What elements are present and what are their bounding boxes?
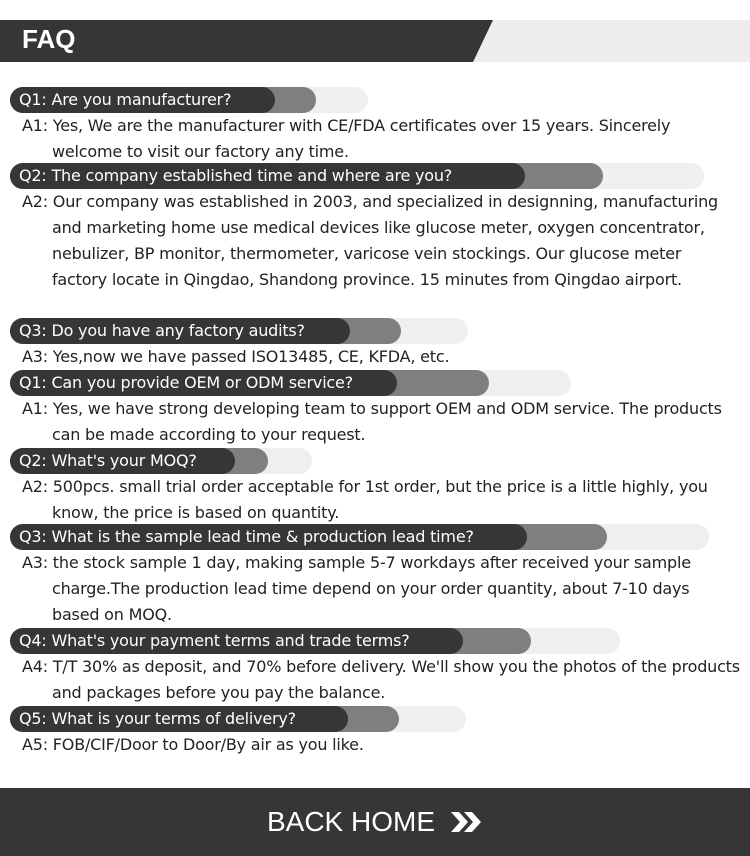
faq-header bbox=[0, 20, 750, 62]
double-chevron-right-icon bbox=[449, 810, 483, 834]
question-text: Q5: What is your terms of delivery? bbox=[19, 709, 296, 728]
question-text: Q2: The company established time and where are you? bbox=[19, 166, 453, 185]
answer-text: A5: FOB/CIF/Door to Door/By air as you like. bbox=[22, 735, 364, 754]
question-text: Q3: Do you have any factory audits? bbox=[19, 321, 305, 340]
faq-item bbox=[10, 628, 740, 706]
question-pill bbox=[10, 448, 740, 474]
answer-text: A4: T/T 30% as deposit, and 70% before delivery. We'll show you the photos of the products and packages before you pay the balance. bbox=[22, 657, 740, 702]
back-home-button[interactable] bbox=[0, 788, 750, 856]
question-pill bbox=[10, 706, 740, 732]
question-text: Q4: What's your payment terms and trade terms? bbox=[19, 631, 410, 650]
question-pill bbox=[10, 628, 740, 654]
answer-text: A1: Yes, We are the manufacturer with CE/FDA certificates over 15 years. Sincerely welcome to visit our factory any time. bbox=[22, 116, 671, 161]
faq-item bbox=[10, 524, 740, 628]
question-text: Q3: What is the sample lead time & production lead time? bbox=[19, 527, 474, 546]
question-pill bbox=[10, 87, 740, 113]
answer-text: A1: Yes, we have strong developing team to support OEM and ODM service. The products can be made according to your request. bbox=[22, 399, 722, 444]
question-text: Q1: Can you provide OEM or ODM service? bbox=[19, 373, 353, 392]
answer-text: A3: the stock sample 1 day, making sample 5-7 workdays after received your sample charge.The production lead time depend on your order quantity, about 7-10 days based on MOQ. bbox=[22, 553, 691, 624]
faq-item bbox=[10, 163, 740, 293]
answer-text: A2: 500pcs. small trial order acceptable for 1st order, but the price is a little highly, you know, the price is based on quantity. bbox=[22, 477, 708, 522]
faq-item bbox=[10, 370, 740, 448]
question-pill bbox=[10, 318, 740, 344]
question-pill bbox=[10, 370, 740, 396]
faq-item bbox=[10, 87, 740, 165]
faq-item bbox=[10, 318, 740, 370]
faq-item bbox=[10, 448, 740, 526]
question-text: Q2: What's your MOQ? bbox=[19, 451, 197, 470]
back-home-label: BACK HOME bbox=[266, 806, 436, 837]
answer-text: A2: Our company was established in 2003, and specialized in designning, manufacturing and marketing home use medical devices like glucose meter, oxygen concentrator, nebulizer, BP monitor, thermometer, varicose vein stockings. Our glucose meter factory locate in Qingdao, Shandong province. 15 minutes from Qingdao airport. bbox=[22, 192, 718, 289]
faq-item bbox=[10, 706, 740, 758]
question-pill bbox=[10, 524, 740, 550]
question-pill bbox=[10, 163, 740, 189]
question-text: Q1: Are you manufacturer? bbox=[19, 90, 232, 109]
answer-text: A3: Yes,now we have passed ISO13485, CE, KFDA, etc. bbox=[22, 347, 450, 366]
page-title: FAQ bbox=[22, 24, 76, 54]
